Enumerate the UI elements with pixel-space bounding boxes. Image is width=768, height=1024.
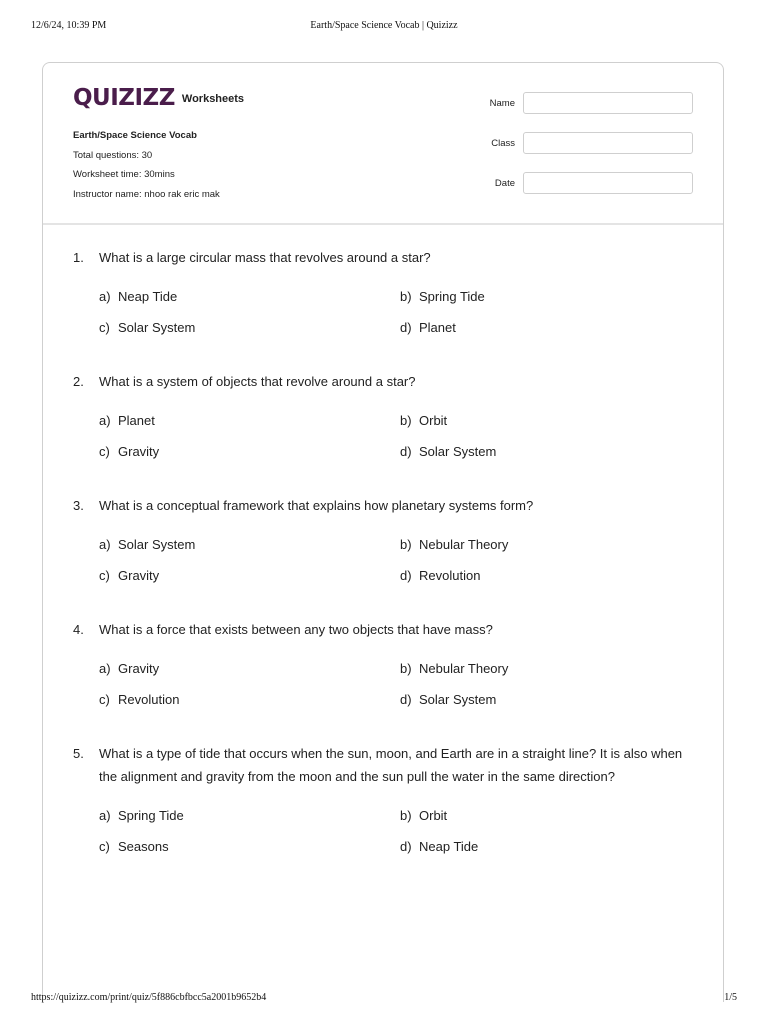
option-letter: d)	[400, 568, 412, 583]
question-number: 2.	[73, 374, 84, 389]
name-label: Name	[489, 97, 515, 109]
question-text: What is a large circular mass that revolves around a star?	[99, 250, 431, 265]
option-d	[400, 691, 496, 709]
option-d	[400, 443, 496, 461]
question-text: What is a system of objects that revolve around a star?	[99, 374, 416, 389]
print-doc-title: Earth/Space Science Vocab | Quizizz	[310, 20, 458, 31]
option-letter: a)	[99, 289, 111, 304]
option-letter: a)	[99, 413, 111, 428]
print-header	[0, 20, 768, 34]
question-number: 3.	[73, 498, 84, 513]
option-c	[99, 838, 169, 856]
question-number: 4.	[73, 622, 84, 637]
option-b	[400, 288, 485, 306]
total-questions: Total questions: 30	[73, 149, 153, 161]
date-field-row	[475, 171, 693, 195]
worksheet-title: Earth/Space Science Vocab	[73, 130, 197, 141]
option-text: Spring Tide	[118, 808, 184, 823]
date-label: Date	[494, 177, 515, 189]
worksheet-card	[42, 62, 724, 1002]
option-letter: a)	[99, 537, 111, 552]
worksheet-time: Worksheet time: 30mins	[73, 169, 175, 180]
option-d	[400, 838, 478, 856]
print-page-number: 1/5	[724, 992, 737, 1003]
option-letter: c)	[99, 568, 110, 583]
option-text: Revolution	[118, 692, 180, 707]
option-letter: b)	[400, 413, 412, 428]
print-footer	[0, 992, 768, 1006]
option-letter: a)	[99, 808, 111, 823]
option-letter: b)	[400, 289, 412, 304]
option-c	[99, 319, 195, 337]
option-letter: c)	[99, 839, 110, 854]
option-text: Gravity	[118, 568, 160, 583]
option-a	[99, 660, 159, 678]
option-text: Nebular Theory	[419, 537, 509, 552]
option-a	[99, 807, 184, 825]
option-text: Orbit	[419, 808, 448, 823]
option-letter: c)	[99, 320, 110, 335]
class-field-row	[475, 131, 693, 155]
option-c	[99, 691, 179, 709]
class-label: Class	[491, 137, 515, 149]
option-c	[99, 567, 159, 585]
option-letter: b)	[400, 537, 412, 552]
option-b	[400, 412, 447, 430]
option-letter: b)	[400, 808, 412, 823]
option-text: Solar System	[118, 537, 196, 552]
option-letter: c)	[99, 692, 110, 707]
question-text: What is a force that exists between any two objects that have mass?	[99, 622, 493, 637]
option-letter: d)	[400, 692, 412, 707]
worksheet-header	[43, 63, 723, 225]
brand	[73, 85, 244, 111]
option-text: Planet	[419, 320, 456, 335]
option-b	[400, 807, 447, 825]
instructor-name: Instructor name: nhoo rak eric mak	[73, 188, 220, 200]
option-text: Gravity	[118, 661, 160, 676]
option-text: Revolution	[419, 568, 481, 583]
option-text: Neap Tide	[419, 839, 479, 854]
question-number: 1.	[73, 250, 84, 265]
option-text: Orbit	[419, 413, 448, 428]
question-number: 5.	[73, 746, 84, 761]
option-b	[400, 536, 508, 554]
option-text: Gravity	[118, 444, 160, 459]
option-text: Spring Tide	[419, 289, 485, 304]
option-c	[99, 443, 159, 461]
date-field[interactable]	[523, 172, 693, 194]
option-letter: d)	[400, 444, 412, 459]
option-text: Solar System	[419, 444, 497, 459]
quizizz-logo: QUIZIZZ	[73, 85, 175, 111]
option-text: Solar System	[118, 320, 196, 335]
option-text: Solar System	[419, 692, 497, 707]
option-letter: c)	[99, 444, 110, 459]
question-text: What is a conceptual framework that explains how planetary systems form?	[99, 498, 534, 513]
name-field[interactable]	[523, 92, 693, 114]
option-text: Neap Tide	[118, 289, 178, 304]
option-letter: b)	[400, 661, 412, 676]
option-text: Nebular Theory	[419, 661, 509, 676]
brand-subtitle: Worksheets	[181, 93, 245, 105]
worksheet-meta	[73, 126, 220, 204]
option-letter: d)	[400, 320, 412, 335]
option-text: Seasons	[118, 839, 169, 854]
name-field-row	[475, 91, 693, 115]
print-url: https://quizizz.com/print/quiz/5f886cbfbcc5a2001b9652b4	[31, 992, 267, 1003]
option-letter: d)	[400, 839, 412, 854]
class-field[interactable]	[523, 132, 693, 154]
option-d	[400, 319, 456, 337]
option-text: Planet	[118, 413, 155, 428]
option-a	[99, 288, 177, 306]
option-letter: a)	[99, 661, 111, 676]
option-d	[400, 567, 480, 585]
question-text: What is a type of tide that occurs when the sun, moon, and Earth are in a straight line? It is also when the alignment and gravity from the moon and the sun pull the water in the same direction?	[99, 746, 683, 784]
print-datetime: 12/6/24, 10:39 PM	[31, 20, 107, 31]
option-a	[99, 412, 155, 430]
option-a	[99, 536, 195, 554]
option-b	[400, 660, 508, 678]
